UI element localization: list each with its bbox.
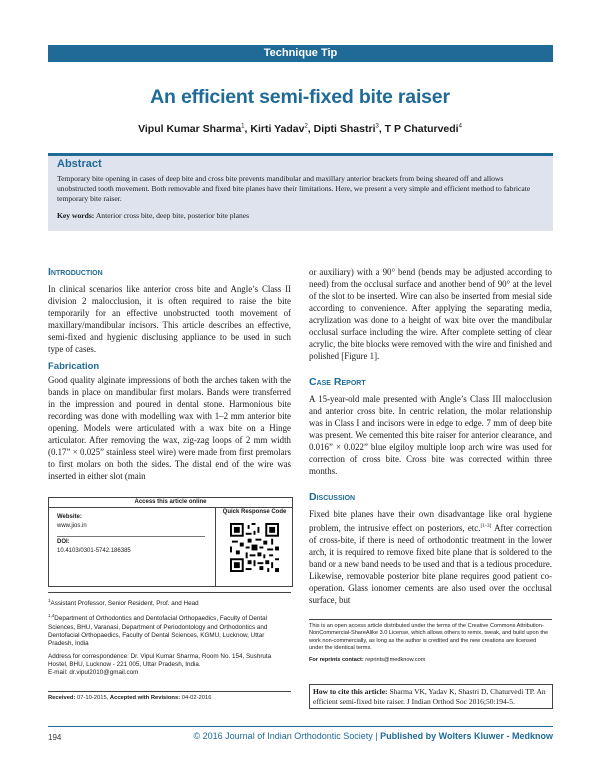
footer-journal: © 2016 Journal of Indian Orthodontic Society | Published by Wolters Kluwer - Medknow xyxy=(193,731,553,741)
license-note xyxy=(309,619,552,669)
intro-text: In clinical scenarios like anterior cross bite and Angle’s Class II division 2 malocclusion, it is often required to raise the bite temporarily for an effective unobstructed tooth movement of maxillary/mandibular incisors. This article describes an effective, semi-fixed and hygienic disclusing appliance to be used in such type of cases. xyxy=(48,284,291,354)
article-type-banner: Technique Tip xyxy=(48,45,553,62)
author-affiliation-number: 1 xyxy=(241,123,245,130)
right-column xyxy=(309,266,552,606)
reprints-email[interactable]: reprints@medknow.com xyxy=(365,657,426,664)
access-online-box xyxy=(48,497,293,587)
author-name: Kirti Yadav xyxy=(250,123,305,135)
qr-panel xyxy=(215,507,293,586)
website-link[interactable]: www.jios.in xyxy=(57,523,87,529)
qr-code-icon[interactable] xyxy=(230,523,279,572)
website-label: Website: xyxy=(57,514,82,520)
author-affiliation-number: 3 xyxy=(375,123,379,130)
abstract-text: Temporary bite opening in cases of deep bite and cross bite prevents mandibular and maxillary anterior brackets from being sheared off and allows unobstructed tooth movement. Both removable and fixed bite planes have their limitations. Here, we present a very simple and efficient method to fabricate temporary bite raiser. xyxy=(57,174,531,203)
access-divider xyxy=(57,536,205,537)
author-affiliation-number: 4 xyxy=(458,123,462,130)
doi-label: DOI: xyxy=(57,539,70,545)
keywords-label: Key words: xyxy=(57,211,95,220)
case-report-text: A 15-year-old male presented with Angle’s Class III malocclusion and anterior cross bite. In centric relation, the molar relationship was in Class I and incisors were in edge to edge. 7 mm of deep bite was present. We cemented this bite raiser for anterior clearance, and 0.016” × 0.022” blue elgiloy multiple loop arch wire was used for correction of cross bite. Cross bite was corrected within three months. xyxy=(309,394,552,476)
intro-heading: Introduction xyxy=(48,266,103,278)
abstract-box xyxy=(48,153,553,231)
correspondence-email[interactable]: E-mail: dr.vipul2010@gmail.com xyxy=(48,669,139,677)
footer-rule xyxy=(48,726,553,727)
case-report-heading: Case Report xyxy=(309,376,366,388)
license-text: This is an open access article distributed under the terms of the Creative Commons Attribution-NonCommercial-ShareAlike 3.0 License, which allows others to remix, tweak, and build upon the work non-commercially, as long as the author is credited and the new creations are licensed under the identical terms. xyxy=(309,623,549,651)
affiliation-roles: $^1$Assistant Professor, Senior Resident, Prof. and Head xyxy=(48,598,199,608)
fabrication-heading: Fabrication xyxy=(48,361,100,372)
received-dates: Received: 07-10-2015, Accepted with Revisions: 04-02-2016 xyxy=(48,691,291,701)
author-name: T P Chaturvedi xyxy=(384,123,459,135)
page-number: 194 xyxy=(48,733,62,742)
doi-link[interactable]: 10.4103/0301-5742.186385 xyxy=(57,548,131,554)
access-header: Access this article online xyxy=(49,498,292,508)
left-column xyxy=(48,266,291,482)
article-title: An efficient semi-fixed bite raiser xyxy=(150,86,450,108)
keywords-text: Anterior cross bite, deep bite, posterior bite planes xyxy=(95,211,250,220)
author-affiliation-number: 2 xyxy=(304,123,308,130)
keywords xyxy=(57,211,544,221)
author-name: Dipti Shastri xyxy=(313,123,376,135)
affiliations xyxy=(48,592,291,682)
author-name: Vipul Kumar Sharma xyxy=(138,123,242,135)
qr-label: Quick Response Code xyxy=(222,509,287,515)
discussion-text-part2: After correction of cross-bite, if there is need of orthodontic treatment in the lower arch, it is required to remove fixed bite plane that is soldered to the band or a new band needs to be used and that is a tedious procedure. Likewise, removable posterior bite plane requires good patient co-operation. Glass ionomer cements are also used over the occlusal surface, but xyxy=(309,522,552,605)
correspondence: Address for correspondence: Dr. Vipul Kumar Sharma, Room No. 154, Sushruta Hostel, BHU, Lucknow - 221 005, Uttar Pradesh, India. E-mail: dr.vipul2010@gmail.com xyxy=(48,652,272,677)
citation-ref[interactable]: [1-3] xyxy=(480,523,492,529)
citation-box xyxy=(309,684,553,709)
cite-text: Sharma VK, Yadav K, Shastri D, Chaturvedi TP. An efficient semi-fixed bite raiser. J Indian Orthod Soc 2016;50:194-5. xyxy=(313,687,546,706)
cite-label: How to cite this article: xyxy=(313,687,388,696)
fabrication-text: Good quality alginate impressions of both the arches taken with the bands in place on mandibular first molars. Bands were transferred in the impression and poured in dental stone. Harmonious bite recording was done with modelling wax with 1–2 mm anterior bite opening. Models were articulated with a wax bite on a Hinge articulator. After removing the wax, zig-zag loops of 2 mm width (0.17” × 0.025” stainless steel wire) were made from first premolars to first molars on both the sides. The distal end of the wire was inserted in either slot (main xyxy=(48,375,291,481)
fabrication-continued: or auxiliary) with a 90° bend (bends may be adjusted according to need) from the occlusal surface and another bend of 90° at the level of the slot to be inserted. Wire can also be inserted from mesial side according to convenience. After applying the separating media, acrylization was done to a height of wax bite over the mandibular occlusal surface including the wire. After complete setting of clear acrylic, the bite blocks were removed with the wire and finished and polished [Figure 1]. xyxy=(309,267,552,361)
affiliation-departments: $^{1,4}$Department of Orthodontics and Dentofacial Orthopaedics, Faculty of Dental Sciences, BHU, Varanasi, Department of Periodontology and Orthodontics and Dentofacial Orthopaedics, Faculty of Dental Sciences, KGMU, Lucknow, Uttar Pradesh, India xyxy=(48,613,268,648)
abstract-heading: Abstract xyxy=(57,158,102,170)
reprints-line: For reprints contact: reprints@medknow.com xyxy=(309,657,426,664)
discussion-text xyxy=(309,508,552,606)
author-list: Vipul Kumar Sharma$^1$, Kirti Yadav$^2$, Dipti Shastri$^3$, T P Chaturvedi$^4$ xyxy=(138,123,462,135)
discussion-text-part1: Fixed bite planes have their own disadvantage like oral hygiene problem, the intrusive effect on posteriors, etc. xyxy=(309,509,552,533)
discussion-heading: Discussion xyxy=(309,491,356,503)
